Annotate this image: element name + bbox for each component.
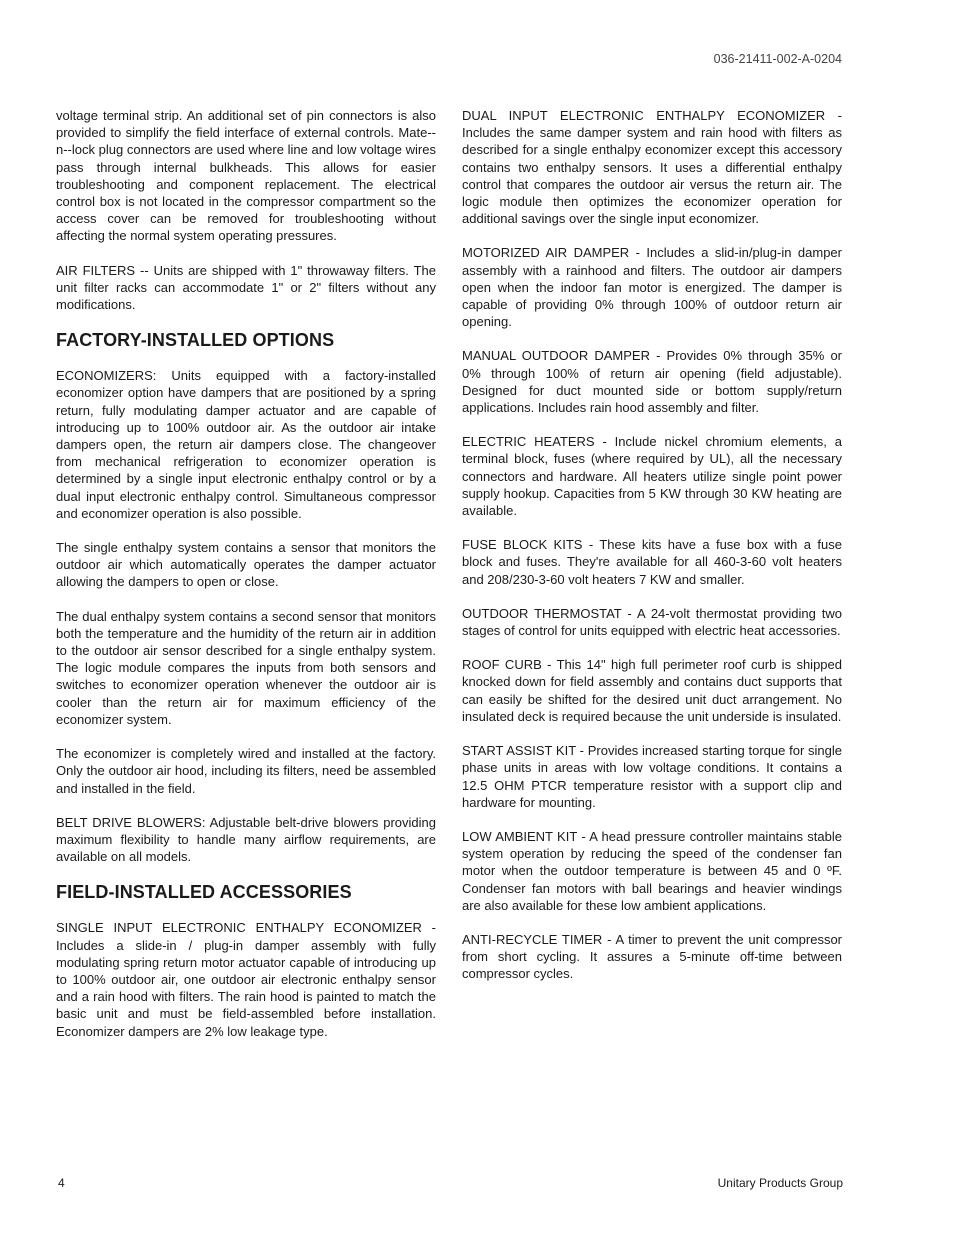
paragraph-outdoor-thermostat: OUTDOOR THERMOSTAT - A 24-volt thermostat providing two stages of control for units equipped with electric heat accessories. (462, 605, 842, 639)
paragraph-air-filters: AIR FILTERS -- Units are shipped with 1" throwaway filters. The unit filter racks can accommodate 1" or 2" filters without any modifications. (56, 262, 436, 313)
paragraph-manual-outdoor-damper: MANUAL OUTDOOR DAMPER - Provides 0% through 35% or 0% through 100% of return air opening (field adjustable). Designed for duct mounted side or bottom supply/return applications. Includes rain hood assembly and filter. (462, 348, 842, 416)
paragraph-start-assist-kit: START ASSIST KIT - Provides increased starting torque for single phase units in areas with low voltage conditions. It contains a 12.5 OHM PTCR temperature resistor with a support clip and hardware for mounting. (462, 743, 842, 810)
paragraph-low-ambient-kit: LOW AMBIENT KIT - A head pressure controller maintains stable system operation by reducing the speed of the condenser fan motor when the outdoor temperature is between 45 and 0 ºF. Condenser fan motors with ball bearings and heavier windings are also available for these low ambient applications. (462, 828, 842, 913)
paragraph-single-enthalpy: The single enthalpy system contains a sensor that monitors the outdoor air which automatically operates the damper actuator allowing the dampers to open or close. (56, 540, 436, 590)
right-column (462, 107, 842, 1000)
paragraph-single-input-economizer: SINGLE INPUT ELECTRONIC ENTHALPY ECONOMIZER - Includes a slide-in / plug-in damper assembly with fully modulating spring return motor actuator capable of introducing up to 100% outdoor air, one outdoor air electronic enthalpy sensor and a rain hood with filters. The rain hood is painted to match the basic unit and must be field-assembled before installation. Economizer dampers are 2% low leakage type. (56, 920, 436, 1039)
left-column (56, 107, 436, 1057)
paragraph-fuse-block-kits: FUSE BLOCK KITS - These kits have a fuse box with a fuse block and fuses. They're available for all 460-3-60 volt heaters and 208/230-3-60 volt heaters 7 KW and smaller. (462, 537, 842, 587)
paragraph-belt-drive-blowers: BELT DRIVE BLOWERS: Adjustable belt-drive blowers providing maximum flexibility to handle many airflow requirements, are available on all models. (56, 814, 436, 865)
paragraph-control-box: voltage terminal strip. An additional set of pin connectors is also provided to simplify the field interface of external controls. Mate--n--lock plug connectors are used where line and low voltage wires pass through internal bulkheads. This allows for easier troubleshooting and component replacement. The electrical control box is not located in the compressor compartment so the access cover can be removed for troubleshooting without affecting the normal system operating pressures. (56, 108, 436, 244)
paragraph-anti-recycle-timer: ANTI-RECYCLE TIMER - A timer to prevent the unit compressor from short cycling. It assures a 5-minute off-time between compressor cycles. (462, 931, 842, 982)
heading-field-installed-accessories: FIELD-INSTALLED ACCESSORIES (56, 882, 352, 903)
paragraph-electric-heaters: ELECTRIC HEATERS - Include nickel chromium elements, a terminal block, fuses (where required by UL), all the necessary connectors and hardware. All heaters utilize single point power supply hookup. Capacities from 5 KW through 30 KW heating are available. (462, 434, 842, 519)
page-number: 4 (58, 1176, 65, 1190)
paragraph-economizers: ECONOMIZERS: Units equipped with a factory-installed economizer option have dampers that are positioned by a spring return, fully modulating damper actuator and are capable of introducing up to 100% outdoor air. As the outdoor air intake dampers open, the return air dampers close. The changeover from mechanical refrigeration to economizer operation is determined by a single input electronic enthalpy control or by a dual input electronic enthalpy control. Simultaneous compressor and economizer operation is also possible. (56, 368, 436, 521)
footer-company: Unitary Products Group (717, 1176, 843, 1190)
paragraph-dual-input-economizer: DUAL INPUT ELECTRONIC ENTHALPY ECONOMIZER - Includes the same damper system and rain hood with filters as described for a single enthalpy economizer except this accessory contains two enthalpy sensors. It uses a differential enthalpy control that compares the outdoor air versus the return air. The logic module then optimizes the economizer operation for additional savings over the single input economizer. (462, 108, 842, 227)
paragraph-motorized-air-damper: MOTORIZED AIR DAMPER - Includes a slid-in/plug-in damper assembly with a rainhood and filters. The outdoor air dampers open when the indoor fan motor is energized. The damper is capable of providing 0% through 100% of outdoor return air opening. (462, 245, 842, 330)
document-id: 036-21411-002-A-0204 (713, 52, 842, 66)
heading-factory-installed-options: FACTORY-INSTALLED OPTIONS (56, 330, 335, 351)
paragraph-roof-curb: ROOF CURB - This 14" high full perimeter roof curb is shipped knocked down for field assembly and contains duct supports that can easily be shifted for the desired unit duct arrangement. No insulated deck is required because the unit underside is insulated. (462, 657, 842, 724)
paragraph-dual-enthalpy: The dual enthalpy system contains a second sensor that monitors both the temperature and the humidity of the return air in addition to the outdoor air sensor described for a single enthalpy system. The logic module compares the inputs from both sensors and switches to economizer operation whenever the outdoor air is cooler than the return air for maximum efficiency of the economizer system. (56, 608, 436, 727)
paragraph-economizer-wiring: The economizer is completely wired and installed at the factory. Only the outdoor air hood, including its filters, need be assembled and installed in the field. (56, 746, 436, 796)
